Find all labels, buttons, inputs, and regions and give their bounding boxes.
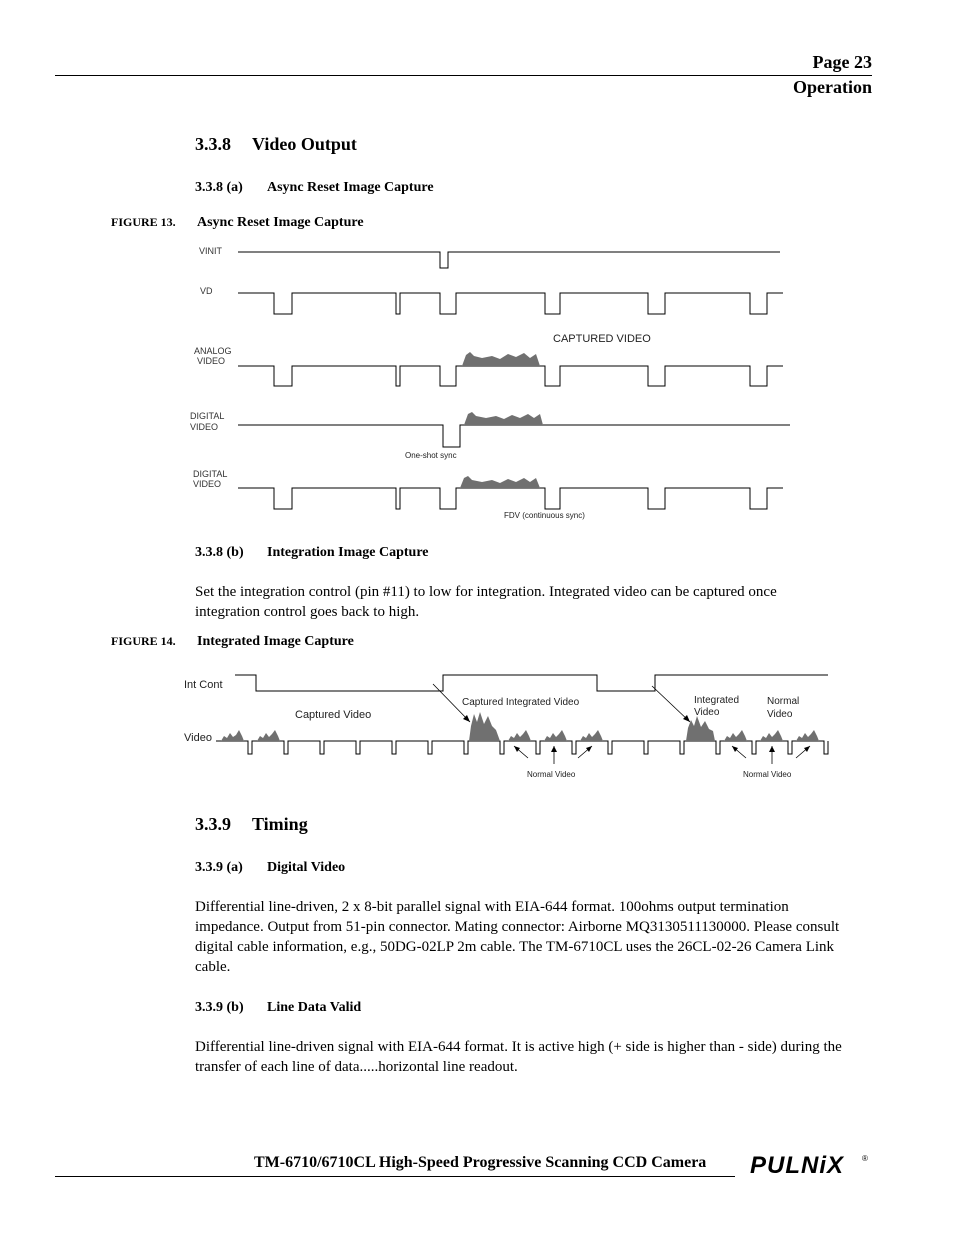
figure-label: FIGURE 13. xyxy=(111,215,176,229)
header-rule xyxy=(55,75,872,76)
arrowhead xyxy=(514,746,520,752)
subheading-title: Integration Image Capture xyxy=(267,545,429,560)
video-burst-3 xyxy=(508,730,531,741)
subheading-title: Digital Video xyxy=(267,860,346,875)
figure-13-timing-diagram xyxy=(180,238,800,528)
video-burst-4 xyxy=(544,730,567,741)
video-burst-8 xyxy=(796,730,819,741)
captured-video-label: CAPTURED VIDEO xyxy=(553,333,651,345)
video-burst-1 xyxy=(221,730,244,741)
int-cont-label: Int Cont xyxy=(184,679,223,691)
digital-video-oneshot-waveform xyxy=(238,425,790,447)
vd-waveform xyxy=(238,293,783,314)
arrow-integrated-video xyxy=(652,686,690,722)
heading-video-output xyxy=(195,134,357,155)
video-signal-label: Video xyxy=(184,732,212,744)
figure-label: FIGURE 14. xyxy=(111,634,176,648)
paragraph-digital-video: Differential line-driven, 2 x 8-bit parallel signal with EIA-644 format. 100ohms output termination impedance. Output from 51-pin connector. Mating connector: Airborne MQ3130511130000. Please consult digital cable information, e.g., 50DG-02LP 2m cable. The TM-6710CL uses the 26CL-02-26 Camera Link cable. xyxy=(195,899,840,975)
heading-number: 3.3.8 xyxy=(195,134,231,154)
subheading-number: 3.3.9 (b) xyxy=(195,1000,244,1015)
signal-label-vd: VD xyxy=(200,286,213,296)
signal-label-digital-video-1: VIDEO xyxy=(190,422,219,432)
figure-title: Async Reset Image Capture xyxy=(197,215,364,230)
video-burst-6 xyxy=(724,730,747,741)
heading-timing xyxy=(195,814,308,835)
signal-label-vinit: VINIT xyxy=(199,246,223,256)
normal-video-caption-a: Normal Video xyxy=(527,770,576,779)
heading-number: 3.3.9 xyxy=(195,814,231,834)
heading-title: Video Output xyxy=(252,134,357,154)
signal-label-analog: ANALOG xyxy=(194,346,232,356)
captured-integrated-label: Captured Integrated Video xyxy=(462,697,580,708)
page-section: Operation xyxy=(793,77,872,97)
fdv-label: FDV (continuous sync) xyxy=(504,511,585,520)
oneshot-sync-label: One-shot sync xyxy=(405,451,457,460)
subheading-integration xyxy=(195,545,429,561)
signal-label-digital-2: DIGITAL xyxy=(193,469,228,479)
normal-video-label-1: Normal xyxy=(767,696,800,707)
signal-label-analog-video: VIDEO xyxy=(197,356,226,366)
arrowhead xyxy=(804,746,810,752)
arrowhead xyxy=(769,746,775,752)
integrated-video-label-1: Integrated xyxy=(694,695,740,706)
paragraph-integration: Set the integration control (pin #11) to low for integration. Integrated video can be captured once integration control goes back to high. xyxy=(195,584,777,620)
normal-video-caption-b: Normal Video xyxy=(743,770,792,779)
subheading-number: 3.3.8 (a) xyxy=(195,180,243,195)
arrowhead xyxy=(551,746,557,752)
captured-video-shape-fdv xyxy=(460,476,540,488)
captured-video-shape-analog xyxy=(462,352,540,366)
footer-title: TM-6710/6710CL High-Speed Progressive Scanning CCD Camera xyxy=(254,1154,707,1171)
figure-14-timing-diagram xyxy=(175,665,835,783)
subheading-number: 3.3.8 (b) xyxy=(195,545,244,560)
signal-label-digital-1: DIGITAL xyxy=(190,411,225,421)
footer-rule xyxy=(55,1176,735,1177)
page-number: Page 23 xyxy=(812,52,872,72)
subheading-title: Async Reset Image Capture xyxy=(267,180,434,195)
integrated-video-label-2: Video xyxy=(694,707,720,718)
subheading-title: Line Data Valid xyxy=(267,1000,362,1015)
pulnix-logo-text: PULNiX xyxy=(750,1152,845,1179)
video-burst-2 xyxy=(257,730,280,741)
normal-video-label-2: Video xyxy=(767,709,793,720)
pulnix-logo xyxy=(748,1150,873,1180)
video-burst-5 xyxy=(580,730,603,741)
int-cont-waveform xyxy=(235,675,828,691)
paragraph-line-data-valid: Differential line-driven signal with EIA-644 format. It is active high (+ side is higher than - side) during the transfer of each line of data.....horizontal line readout. xyxy=(195,1039,842,1075)
subheading-number: 3.3.9 (a) xyxy=(195,860,243,875)
registered-mark: ® xyxy=(862,1154,868,1163)
integrated-burst-2 xyxy=(686,716,715,741)
arrowhead xyxy=(732,746,738,752)
video-burst-7 xyxy=(760,730,783,741)
digital-video-fdv-waveform xyxy=(238,488,783,509)
captured-video-label: Captured Video xyxy=(295,709,372,721)
signal-label-digital-video-2: VIDEO xyxy=(193,479,222,489)
subheading-async-reset xyxy=(195,180,434,196)
subheading-digital-video xyxy=(195,860,345,876)
integrated-burst-1 xyxy=(469,712,500,741)
arrowhead xyxy=(586,746,592,752)
subheading-line-data-valid xyxy=(195,1000,361,1016)
heading-title: Timing xyxy=(252,814,308,834)
figure-13-caption xyxy=(111,215,364,231)
analog-video-waveform xyxy=(238,366,783,386)
figure-title: Integrated Image Capture xyxy=(197,634,354,649)
figure-14-caption xyxy=(111,634,354,650)
vinit-waveform xyxy=(238,252,780,268)
captured-video-shape-digital xyxy=(464,412,543,425)
